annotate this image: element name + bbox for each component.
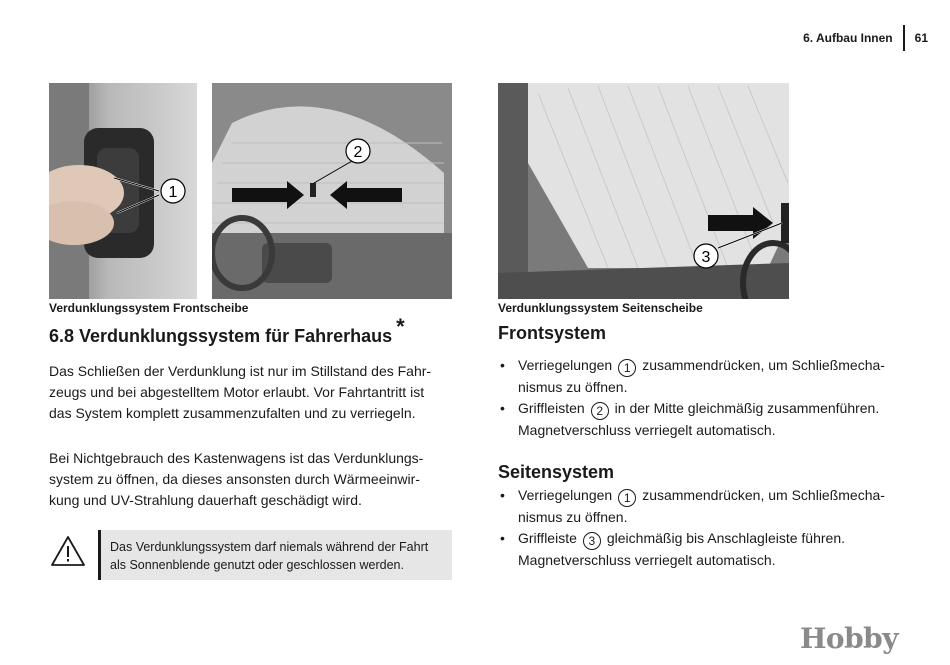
callout-3: 3: [701, 249, 711, 266]
callout-2: 2: [353, 144, 363, 161]
number-badge: 1: [618, 359, 636, 377]
number-badge: 2: [591, 402, 609, 420]
section-heading-text: 6.8 Verdunklungssystem für Fahrerhaus: [49, 326, 393, 346]
item-text: Verriegelungen: [518, 357, 613, 373]
caption-front: Verdunklungssystem Frontscheibe: [49, 301, 249, 315]
list-item: [498, 355, 918, 398]
callout-1: 1: [168, 184, 178, 201]
item-text: zusammendrücken, um Schließmecha-: [642, 487, 885, 503]
photo-lock-mechanism: [49, 83, 197, 299]
number-badge: 3: [583, 532, 601, 550]
chapter-title: 6. Aufbau Innen: [803, 31, 893, 45]
para2-line: Bei Nichtgebrauch des Kastenwagens ist das Verdunklungs-: [49, 450, 424, 466]
heading-star: *: [396, 314, 405, 339]
brand-logo: Hobby: [799, 622, 898, 655]
para2-line: system zu öffnen, da dieses ansonsten durch Wärmeeinwir-: [49, 471, 420, 487]
number-badge: 1: [618, 489, 636, 507]
item-text: nismus zu öffnen.: [518, 379, 628, 395]
section-heading: [49, 314, 405, 348]
item-text: gleichmäßig bis Anschlagleiste führen.: [606, 530, 846, 546]
list-item: [498, 528, 918, 571]
para1-line: Das Schließen der Verdunklung ist nur im Stillstand des Fahr-: [49, 363, 432, 379]
header-divider: [903, 25, 905, 51]
item-text: zusammendrücken, um Schließmecha-: [642, 357, 885, 373]
warning-line: Das Verdunklungssystem darf niemals während der Fahrt: [110, 540, 429, 554]
paragraph-operation: [49, 361, 431, 424]
item-text: Griffleisten: [518, 400, 585, 416]
photo-windscreen-shade: [212, 83, 452, 299]
list-item: [498, 398, 918, 441]
warning-triangle-icon: [50, 535, 86, 572]
item-text: nismus zu öffnen.: [518, 509, 628, 525]
front-system-list: [498, 355, 918, 441]
item-text: Griffleiste: [518, 530, 577, 546]
warning-text: [110, 538, 450, 574]
side-system-heading: Seitensystem: [498, 462, 615, 482]
item-text: Magnetverschluss verriegelt automatisch.: [518, 422, 776, 438]
side-system-list: [498, 485, 918, 571]
para2-line: kung und UV-Strahlung dauerhaft geschädigt wird.: [49, 492, 362, 508]
item-text: in der Mitte gleichmäßig zusammenführen.: [614, 400, 880, 416]
photo-side-window-shade: [498, 83, 789, 299]
page-header: [803, 25, 928, 51]
front-system-heading: Frontsystem: [498, 323, 607, 343]
paragraph-storage: [49, 448, 423, 511]
para1-line: zeugs und bei abgestelltem Motor erlaubt. Vor Fahrtantritt ist: [49, 384, 425, 400]
page-number: 61: [914, 31, 928, 45]
para1-line: das System komplett zusammenzufalten und zu verriegeln.: [49, 405, 416, 421]
item-text: Verriegelungen: [518, 487, 613, 503]
item-text: Magnetverschluss verriegelt automatisch.: [518, 552, 776, 568]
caption-side: Verdunklungssystem Seitenscheibe: [498, 301, 703, 315]
warning-line: als Sonnenblende genutzt oder geschlossen werden.: [110, 558, 404, 572]
warning-bar: [98, 530, 101, 580]
list-item: [498, 485, 918, 528]
